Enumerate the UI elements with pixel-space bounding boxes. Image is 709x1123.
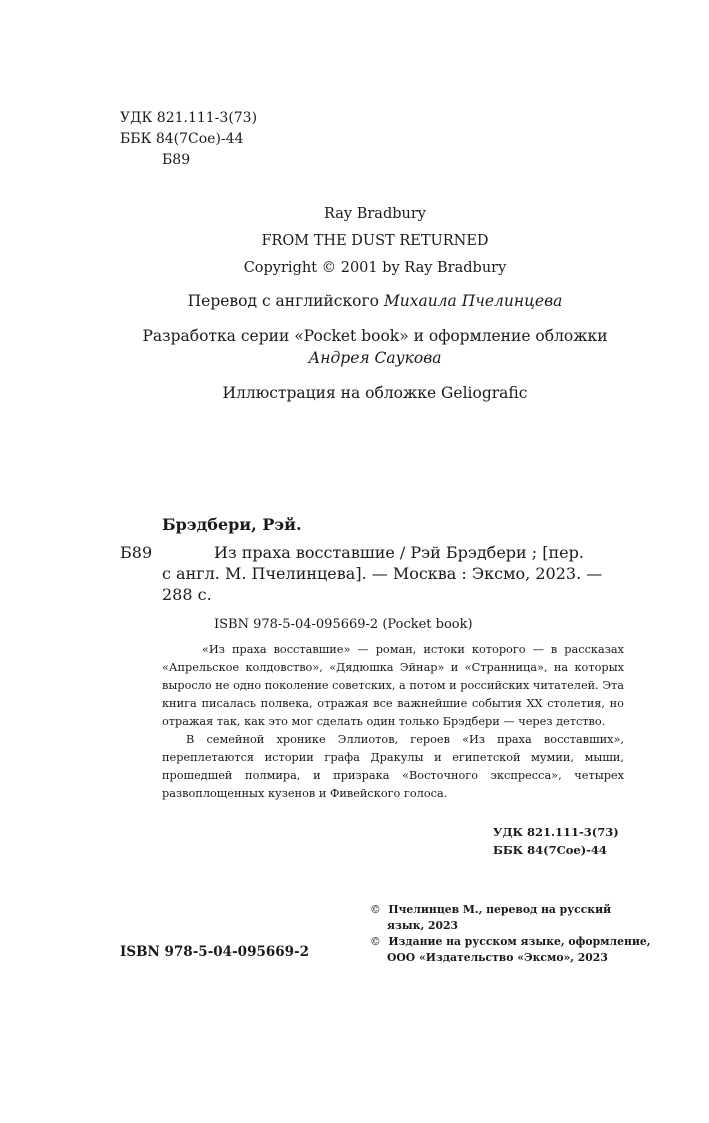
bib-line-1: Из праха восставшие / Рэй Брэдбери ; [пер. — [214, 543, 584, 562]
annotation-paragraph-1: «Из праха восставшие» — роман, истоки которого — в рассказах «Апрельское колдовство», «Дядюшка Эйнар» и «Странница», на которых выросло не одно поколение советских, а потом и российских читателей. Эта книга писалась полвека, отражая все важнейшие события XX столетия, но отражая так, как это мог сделать один только Брэдбери — через детство. — [162, 643, 624, 728]
copyright-translation-line-1: Пчелинцев М., перевод на русский — [388, 903, 612, 916]
copyright-translation — [370, 902, 611, 934]
bbk-code: ББК 84(7Сое)-44 — [120, 131, 244, 147]
udk-code-bottom: УДК 821.111-3(73) — [493, 825, 619, 839]
copyright-translation-line-2: язык, 2023 — [387, 919, 459, 932]
series-design-credit: Разработка серии «Pocket book» и оформление обложки — [142, 327, 608, 345]
copyright-edition — [370, 934, 651, 966]
bib-isbn: ISBN 978-5-04-095669-2 (Pocket book) — [214, 617, 473, 632]
translator-name: Михаила Пчелинцева — [383, 292, 563, 310]
bib-heading: Брэдбери, Рэй. — [162, 515, 302, 534]
copyright-edition-line-1: Издание на русском языке, оформление, — [388, 935, 651, 948]
annotation-paragraph-2: В семейной хронике Эллиотов, героев «Из праха восставших», переплетаются истории графа Дракулы и египетской мумии, мыши, прошедшей полмира, и призрака «Восточного экспресса», четырех развоплощенных кузенов и Фивейского голоса. — [162, 733, 624, 800]
bbk-code-bottom: ББК 84(7Сое)-44 — [493, 843, 607, 857]
copyright-symbol: © — [370, 903, 381, 916]
bib-line-3: 288 с. — [162, 585, 212, 604]
isbn-footer: ISBN 978-5-04-095669-2 — [120, 944, 310, 960]
original-title: FROM THE DUST RETURNED — [261, 233, 489, 249]
designer-name: Андрея Саукова — [308, 349, 442, 367]
bib-line-2: с англ. М. Пчелинцева]. — Москва : Эксмо, 2023. — — [162, 564, 603, 583]
translation-credit — [0, 292, 709, 310]
copyright-symbol: © — [370, 935, 381, 948]
udk-code: УДК 821.111-3(73) — [120, 110, 258, 126]
original-author: Ray Bradbury — [324, 206, 426, 222]
original-copyright: Copyright © 2001 by Ray Bradbury — [243, 260, 507, 276]
illustration-credit: Иллюстрация на обложке Geliografic — [222, 384, 528, 402]
bib-mark: Б89 — [120, 543, 153, 562]
translation-prefix: Перевод с английского — [187, 292, 379, 310]
author-mark: Б89 — [162, 152, 191, 168]
copyright-edition-line-2: ООО «Издательство «Эксмо», 2023 — [387, 951, 608, 964]
annotation — [162, 641, 624, 803]
